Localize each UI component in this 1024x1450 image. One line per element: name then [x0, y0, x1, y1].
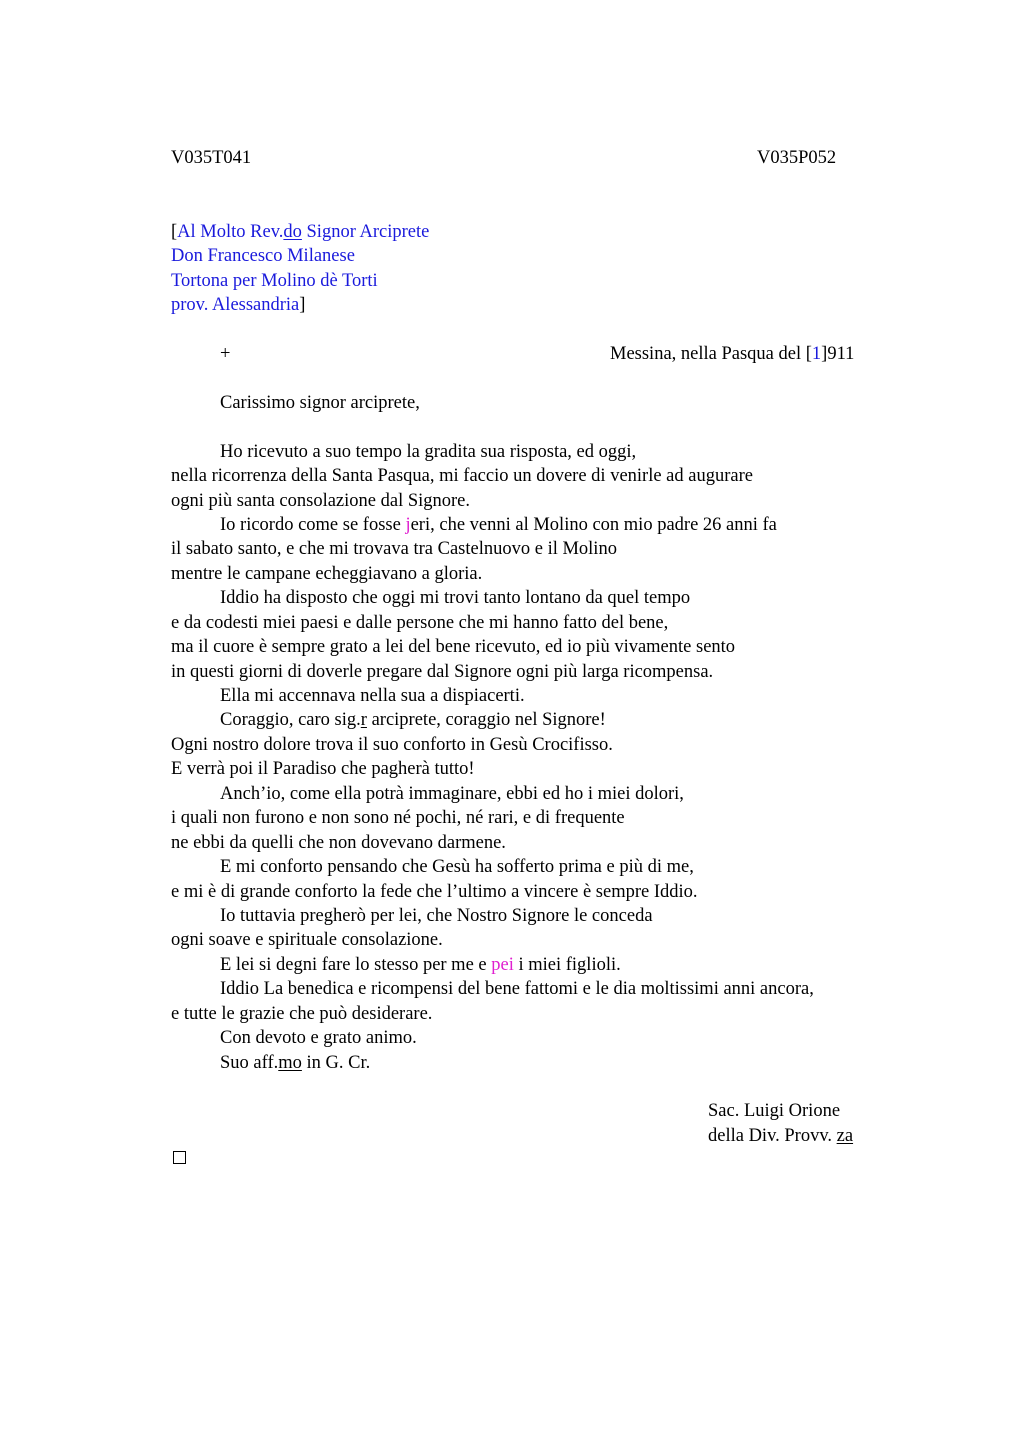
address-line-1-pre: Al Molto Rev. — [177, 222, 284, 242]
dateline-year-digit: 1 — [811, 344, 822, 364]
text-segment: eri, che venni al Molino con mio padre 26 anni fa — [410, 515, 777, 535]
address-line-3: Tortona per Molino dè Torti — [171, 271, 378, 291]
body-line — [220, 953, 621, 977]
body-line: il sabato santo, e che mi trovava tra Castelnuovo e il Molino — [171, 539, 617, 559]
end-square-icon — [173, 1151, 186, 1164]
address-line-4 — [171, 293, 305, 317]
dateline-place: Messina, nella Pasqua del [ — [610, 344, 812, 364]
variant-mark: pei — [491, 955, 514, 975]
dateline-year-rest: ]911 — [821, 344, 855, 364]
text-segment: Coraggio, caro sig. — [220, 710, 361, 730]
text-segment: della Div. Provv. — [708, 1126, 837, 1146]
body-line: in questi giorni di doverle pregare dal Signore ogni più larga ricompensa. — [171, 662, 714, 682]
cross-mark: + — [220, 344, 231, 364]
body-line: Ella mi accennava nella sua a dispiacerti. — [220, 686, 525, 706]
body-line: mentre le campane echeggiavano a gloria. — [171, 564, 483, 584]
body-line: ogni più santa consolazione dal Signore. — [171, 491, 471, 511]
body-line: Ho ricevuto a suo tempo la gradita sua risposta, ed oggi, — [220, 442, 637, 462]
bracket-open: [ — [171, 222, 178, 242]
body-line: e tutte le grazie che può desiderare. — [171, 1004, 433, 1024]
body-line: e mi è di grande conforto la fede che l’ultimo a vincere è sempre Iddio. — [171, 882, 698, 902]
body-line — [220, 708, 606, 732]
body-line: Ogni nostro dolore trova il suo conforto in Gesù Crocifisso. — [171, 735, 613, 755]
address-line-1 — [171, 220, 429, 244]
body-line: ogni soave e spirituale consolazione. — [171, 930, 443, 950]
body-line: Iddio ha disposto che oggi mi trovi tanto lontano da quel tempo — [220, 588, 691, 608]
abbrev-superscript: r — [360, 710, 367, 730]
body-line: Iddio La benedica e ricompensi del bene fattomi e le dia moltissimi anni ancora, — [220, 979, 814, 999]
body-line: Io tuttavia pregherò per lei, che Nostro Signore le conceda — [220, 906, 653, 926]
body-line: i quali non furono e non sono né pochi, né rari, e di frequente — [171, 808, 625, 828]
signature-name: Sac. Luigi Orione — [708, 1101, 841, 1121]
body-line: E mi conforto pensando che Gesù ha sofferto prima e più di me, — [220, 857, 694, 877]
text-segment: Suo aff. — [220, 1053, 279, 1073]
body-line: E verrà poi il Paradiso che pagherà tutto! — [171, 759, 475, 779]
header-right-code: V035P052 — [757, 148, 837, 168]
text-segment: E lei si degni fare lo stesso per me e — [220, 955, 492, 975]
abbrev-superscript: za — [836, 1126, 854, 1146]
variant-mark: j — [405, 515, 411, 535]
salutation: Carissimo signor arciprete, — [220, 393, 420, 413]
closing-line — [220, 1051, 370, 1075]
body-line: nella ricorrenza della Santa Pasqua, mi faccio un dovere di venirle ad augurare — [171, 466, 753, 486]
body-line — [220, 513, 777, 537]
body-line: ne ebbi da quelli che non dovevano darmene. — [171, 833, 506, 853]
address-abbrev: do — [283, 222, 302, 242]
abbrev-superscript: mo — [278, 1053, 302, 1073]
body-line: e da codesti miei paesi e dalle persone che mi hanno fatto del bene, — [171, 613, 669, 633]
address-line-4-text: prov. Alessandria — [171, 295, 300, 315]
text-segment: Io ricordo come se fosse — [220, 515, 406, 535]
body-line: ma il cuore è sempre grato a lei del bene ricevuto, ed io più vivamente sento — [171, 637, 736, 657]
header-left-code: V035T041 — [171, 148, 252, 168]
text-segment: arciprete, coraggio nel Signore! — [366, 710, 606, 730]
address-line-1-post: Signor Arciprete — [301, 222, 430, 242]
bracket-close: ] — [299, 295, 306, 315]
body-line: Con devoto e grato animo. — [220, 1028, 417, 1048]
signature-title — [708, 1124, 853, 1148]
text-segment: i miei figlioli. — [513, 955, 621, 975]
address-line-2: Don Francesco Milanese — [171, 246, 355, 266]
body-line: Anch’io, come ella potrà immaginare, ebbi ed ho i miei dolori, — [220, 784, 684, 804]
text-segment: in G. Cr. — [301, 1053, 371, 1073]
dateline — [610, 342, 854, 366]
